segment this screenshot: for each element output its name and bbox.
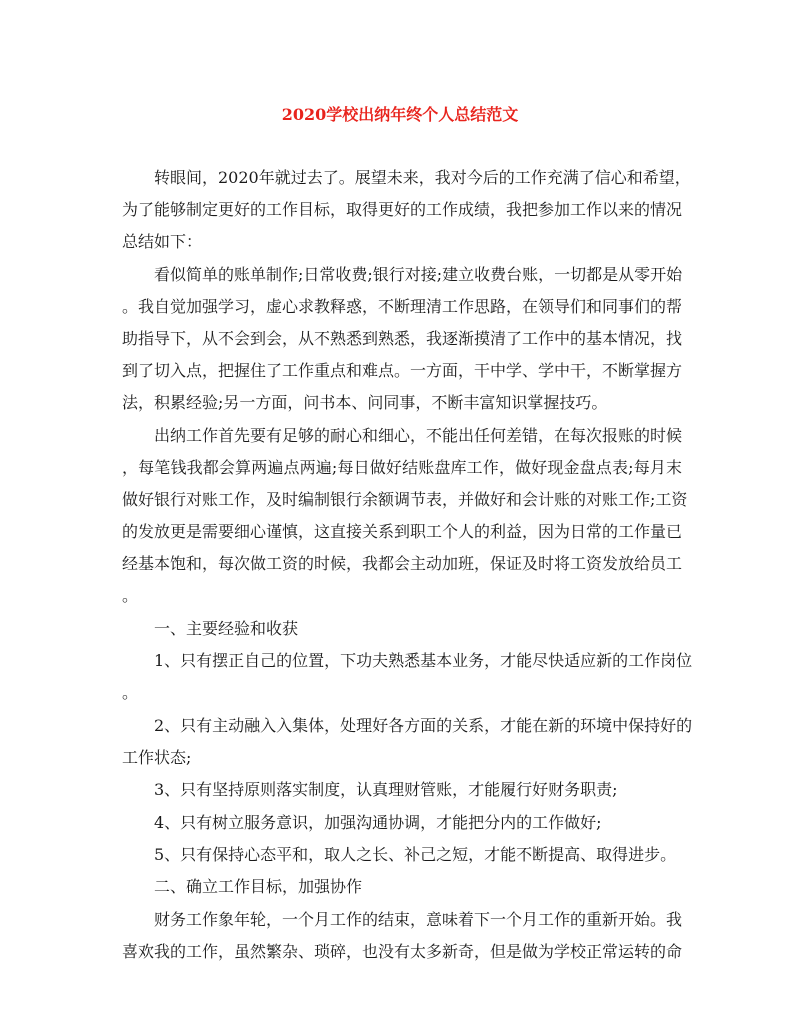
body-line: 经基本饱和，每次做工资的时候，我都会主动加班，保证及时将工资发放给员工: [122, 554, 683, 573]
body-line: 转眼间，2020年就过去了。展望未来，我对今后的工作充满了信心和希望，: [154, 168, 691, 187]
body-line: ，每笔钱我都会算两遍点两遍;每日做好结账盘库工作，做好现金盘点表;每月末: [122, 458, 682, 477]
body-line: 总结如下：: [122, 232, 203, 251]
body-line: 财务工作象年轮，一个月工作的结束，意味着下一个月工作的重新开始。我: [154, 910, 683, 929]
body-line: 。: [122, 586, 139, 605]
list-item: 3、只有坚持原则落实制度，认真理财管账，才能履行好财务职责;: [154, 780, 618, 799]
body-line: 的发放更是需要细心谨慎，这直接关系到职工个人的利益，因为日常的工作量已: [122, 522, 683, 541]
body-line: 喜欢我的工作，虽然繁杂、琐碎，也没有太多新奇，但是做为学校正常运转的命: [122, 942, 683, 961]
list-item-continuation: 工作状态;: [122, 748, 192, 767]
section-heading: 二、确立工作目标，加强协作: [154, 877, 363, 896]
body-line: 出纳工作首先要有足够的耐心和细心，不能出任何差错，在每次报账的时候: [154, 426, 683, 445]
body-line: 看似简单的账单制作;日常收费;银行对接;建立收费台账，一切都是从零开始: [154, 265, 683, 284]
list-item: 2、只有主动融入入集体，处理好各方面的关系，才能在新的环境中保持好的: [154, 716, 693, 735]
list-item: 4、只有树立服务意识，加强沟通协调，才能把分内的工作做好;: [154, 813, 602, 832]
body-line: 到了切入点，把握住了工作重点和难点。一方面，干中学、学中干，不断掌握方: [122, 361, 683, 380]
body-line: 做好银行对账工作，及时编制银行余额调节表，并做好和会计账的对账工作;工资: [122, 490, 688, 509]
list-item: 1、只有摆正自己的位置，下功夫熟悉基本业务，才能尽快适应新的工作岗位: [154, 651, 693, 670]
section-heading: 一、主要经验和收获: [154, 619, 299, 638]
document-title: 2020学校出纳年终个人总结范文: [281, 105, 519, 124]
body-line: 为了能够制定更好的工作目标，取得更好的工作成绩，我把参加工作以来的情况: [122, 200, 683, 219]
list-item-continuation: 。: [122, 683, 139, 702]
body-line: 法，积累经验;另一方面，问书本、问同事，不断丰富知识掌握技巧。: [122, 393, 608, 412]
body-line: 助指导下，从不会到会，从不熟悉到熟悉，我逐渐摸清了工作中的基本情况，找: [122, 329, 683, 348]
body-line: 。我自觉加强学习，虚心求教释惑，不断理清工作思路，在领导们和同事们的帮: [122, 297, 683, 316]
list-item: 5、只有保持心态平和，取人之长、补己之短，才能不断提高、取得进步。: [154, 845, 677, 864]
